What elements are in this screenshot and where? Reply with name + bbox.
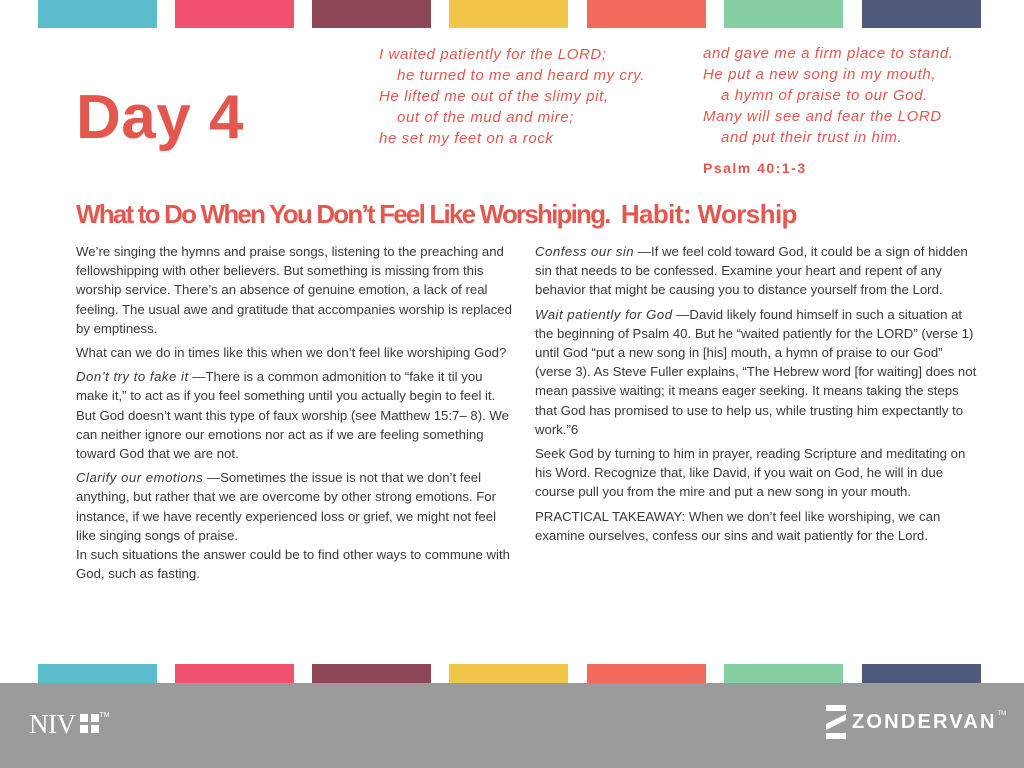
niv-cross-icon: [80, 714, 99, 733]
niv-logo: [29, 711, 110, 737]
stripe-navy: [862, 0, 981, 28]
verse-line: and put their trust in him.: [721, 129, 903, 146]
stripe-pink: [175, 0, 294, 28]
zondervan-logo: [826, 705, 1006, 739]
scripture-verse-right: [703, 43, 954, 148]
niv-logo-text: NIV: [29, 709, 76, 739]
zondervan-trademark: TM: [997, 711, 1007, 717]
stripe-mint: [724, 0, 843, 28]
paragraph-lead: Clarify our emotions: [76, 470, 204, 486]
paragraph-text: —There is a common admonition to “fake it til you make it,” to act as if you feel something until you actually begin to feel it. But God doesn’t want this type of faux worship (see Matthew 15:7– 8). We can neither ignore our emotions nor act as if we are feeling something toward God that we are not.: [76, 369, 509, 462]
heading-habit: Habit: Worship: [620, 199, 797, 229]
body-column-right: [535, 242, 980, 550]
verse-line: He put a new song in my mouth,: [703, 66, 937, 83]
paragraph-lead: Confess our sin: [535, 244, 635, 259]
paragraph: [535, 242, 980, 300]
verse-line: He lifted me out of the slimy pit,: [379, 88, 609, 105]
paragraph: What can we do in times like this when we don’t feel like worshiping God?: [76, 345, 507, 361]
stripe-maroon: [312, 0, 431, 28]
paragraph-lead: Don’t try to fake it: [76, 369, 189, 385]
verse-line: and gave me a firm place to stand.: [703, 45, 954, 62]
paragraph-lead: Wait patiently for God: [535, 306, 673, 322]
body-column-left: [76, 242, 516, 588]
psalm-reference: Psalm 40:1-3: [703, 160, 807, 176]
paragraph: In such situations the answer could be to find other ways to commune with God, such as fasting.: [76, 547, 510, 582]
paragraph-text: —David likely found himself in such a situation at the beginning of Psalm 40. But he “waited patiently for the LORD” (verse 1) until God “put a new song in [his] mouth, a hymn of praise to our God” (verse 3). As Steve Fuller explains, “The Hebrew word [for waiting] does not mean passive waiting; it means eager seeking. It means taking the steps that God has promised to use to help us, while trusting him expectantly to work.”6: [535, 306, 977, 437]
day-title: Day 4: [76, 83, 244, 152]
zondervan-mark-icon: [826, 705, 846, 739]
section-heading: [76, 199, 797, 230]
stripe-coral: [587, 0, 706, 28]
practical-takeaway: PRACTICAL TAKEAWAY: When we don’t feel like worshiping, we can examine ourselves, confess our sins and wait patiently for the Lord.: [535, 508, 941, 543]
stripe-teal: [38, 0, 157, 28]
paragraph-text: —Sometimes the issue is not that we don’t feel anything, but rather that we are overcome by other strong emotions. For instance, if we have recently experienced loss or grief, we might not feel like singing songs of praise.: [76, 470, 497, 543]
paragraph: Seek God by turning to him in prayer, reading Scripture and meditating on his Word. Recognize that, like David, if you wait on God, he will in due course pull you from the mire and put a new song in your mouth.: [535, 446, 966, 500]
paragraph: [535, 305, 980, 439]
verse-line: a hymn of praise to our God.: [721, 87, 928, 104]
verse-line: he turned to me and heard my cry.: [397, 67, 645, 84]
paragraph-text: —If we feel cold toward God, it could be a sign of hidden sin that needs to be confessed. Examine your heart and repent of any behavior that might be causing you to distance yourself from the Lord.: [535, 244, 968, 298]
zondervan-logo-text: ZONDERVAN: [852, 710, 997, 733]
scripture-verse-left: [379, 44, 645, 149]
paragraph: We’re singing the hymns and praise songs, listening to the preaching and fellowshipping with other believers. But something is missing from this worship service. There’s an absence of genuine emotion, a lack of real feeling. The usual awe and gratitude that accompanies worship is replaced by emptiness.: [76, 244, 512, 336]
verse-line: Many will see and fear the LORD: [703, 108, 942, 125]
verse-line: I waited patiently for the LORD;: [379, 46, 607, 63]
heading-main: What to Do When You Don’t Feel Like Worshiping.: [76, 199, 610, 229]
paragraph: [76, 367, 516, 463]
niv-trademark: TM: [99, 712, 110, 719]
verse-line: out of the mud and mire;: [397, 109, 574, 126]
top-color-stripes: [0, 0, 1024, 28]
paragraph: [76, 468, 516, 545]
stripe-yellow: [449, 0, 568, 28]
verse-line: he set my feet on a rock: [379, 130, 554, 147]
